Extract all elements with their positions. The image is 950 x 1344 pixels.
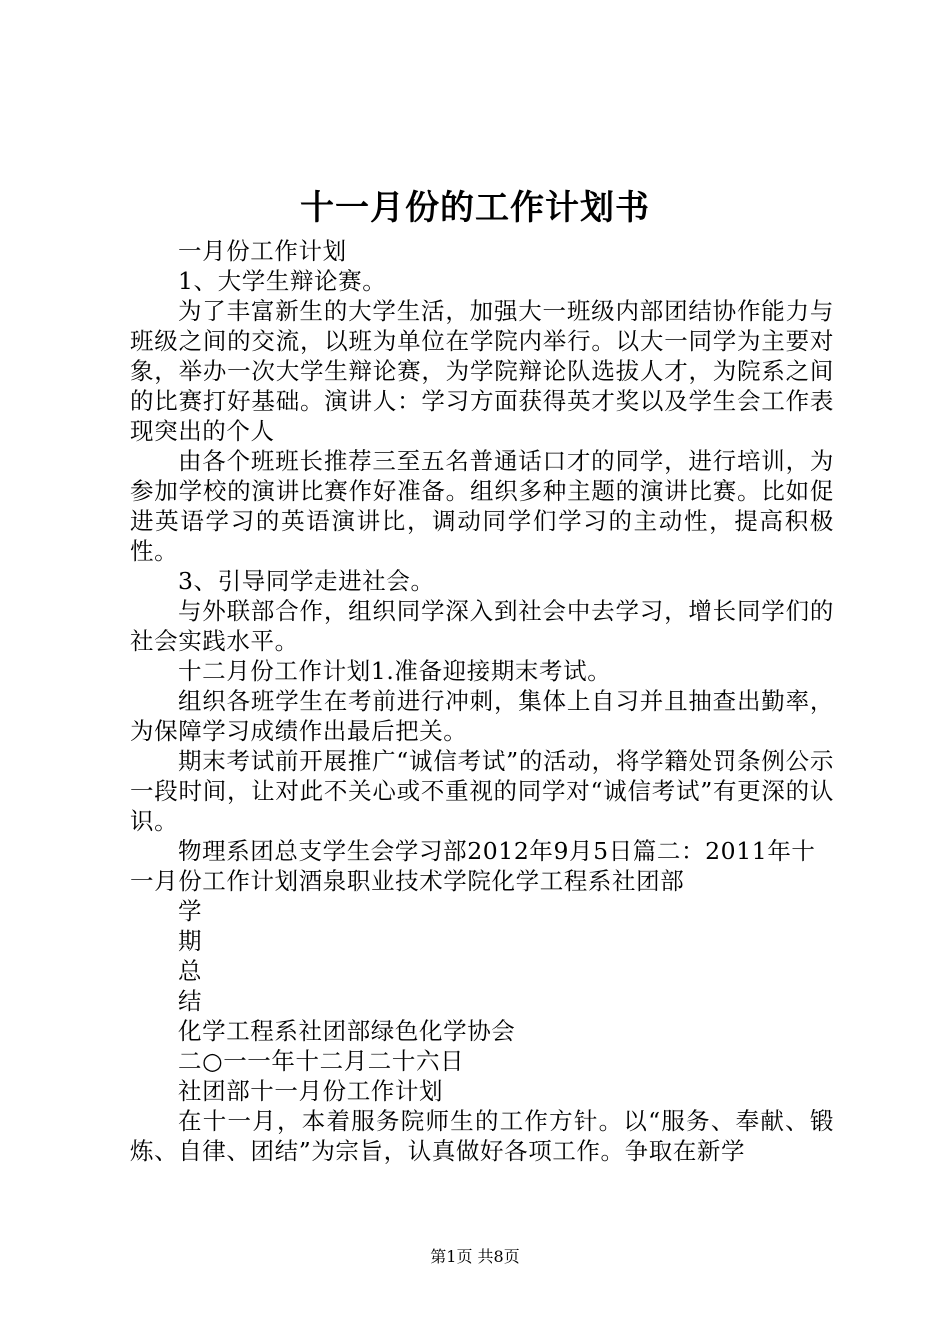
paragraph: 为了丰富新生的大学生活，加强大一班级内部团结协作能力与班级之间的交流，以班为单位在学院内举行。以大一同学为主要对象，举办一次大学生辩论赛，为学院辩论队选拔人才，为院系之间的比赛打好基础。演讲人：学习方面获得英才奖以及学生会工作表现突出的个人 — [130, 297, 834, 445]
paragraph: 3、引导同学走进社会。 — [178, 567, 435, 595]
paragraph: 期 — [178, 927, 203, 955]
paragraph: 与外联部合作，组织同学深入到社会中去学习，增长同学们的社会实践水平。 — [130, 597, 834, 655]
paragraph: 一月份工作计划 — [178, 237, 347, 265]
paragraph: 化学工程系社团部绿色化学协会 — [178, 1017, 516, 1045]
paragraph: 物理系团总支学生会学习部2012年9月5日篇二：2011年十一月份工作计划酒泉职业技术学院化学工程系社团部 — [130, 837, 816, 895]
paragraph: 在十一月，本着服务院师生的工作方针。以“服务、奉献、锻炼、自律、团结”为宗旨，认真做好各项工作。争取在新学 — [130, 1107, 834, 1165]
paragraph: 1、大学生辩论赛。 — [178, 267, 387, 295]
paragraph: 二○一一年十二月二十六日 — [178, 1047, 465, 1075]
paragraph: 期末考试前开展推广“诚信考试”的活动，将学籍处罚条例公示一段时间，让对此不关心或不重视的同学对“诚信考试”有更深的认识。 — [130, 747, 834, 835]
paragraph: 组织各班学生在考前进行冲刺，集体上自习并且抽查出勤率，为保障学习成绩作出最后把关。 — [130, 687, 834, 745]
paragraph: 社团部十一月份工作计划 — [178, 1077, 444, 1105]
paragraph: 由各个班班长推荐三至五名普通话口才的同学，进行培训，为参加学校的演讲比赛作好准备。组织多种主题的演讲比赛。比如促进英语学习的英语演讲比，调动同学们学习的主动性，提高积极性。 — [130, 447, 834, 565]
paragraph: 学 — [178, 897, 203, 925]
document-title: 十一月份的工作计划书 — [300, 188, 650, 228]
paragraph: 总 — [178, 957, 203, 985]
paragraph: 结 — [178, 987, 203, 1015]
paragraph: 十二月份工作计划1.准备迎接期末考试。 — [178, 657, 612, 685]
page-number-footer: 第1页 共8页 — [430, 1247, 520, 1266]
document-body — [130, 236, 834, 1166]
